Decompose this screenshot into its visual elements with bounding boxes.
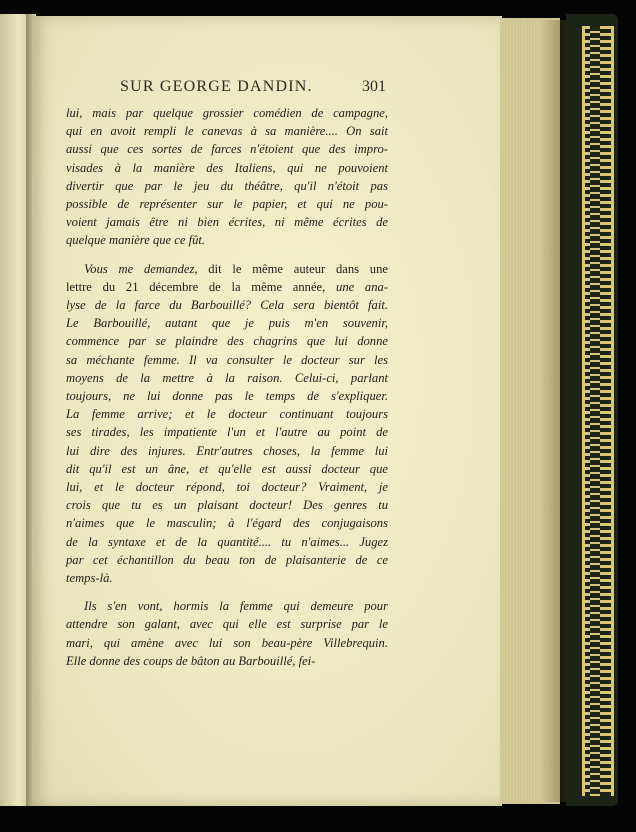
text-line: aussi que ces sortes de farces n'étoient que des impro-	[66, 142, 388, 157]
roman-run: lettre du 21 décembre de la même année,	[66, 279, 337, 294]
text-line: n'aimes que le masculin; à l'égard des conjugaisons	[66, 516, 388, 531]
text-line: dit qu'il est un âne, et qu'elle est aussi docteur que	[66, 461, 388, 476]
paragraph-gap	[66, 587, 388, 597]
text-line: divertir que par le jeu du théâtre, qu'il n'étoit pas	[66, 178, 388, 193]
paragraph-3	[66, 597, 388, 670]
text-line: mari, qui amène avec lui son beau-père Villebrequin.	[66, 635, 388, 650]
text-line	[66, 260, 388, 278]
text-line: Ils s'en vont, hormis la femme qui demeure pour	[84, 599, 388, 614]
text-line: lui, et le docteur répond, toi docteur? Vraiment, je	[66, 480, 388, 495]
text-line: qui en avoit rempli le canevas à sa manière.... On sait	[66, 124, 388, 139]
roman-run: , dit le même auteur dans une	[194, 261, 388, 276]
text-line: lui, mais par quelque grossier comédien de campagne,	[66, 106, 388, 120]
page-number: 301	[362, 78, 386, 95]
text-line: voient jamais être ni bien écrites, ni même écrites de	[66, 215, 388, 230]
page-body	[66, 104, 388, 670]
text-line: par cet échantillon du beau ton de plaisanterie de ce	[66, 552, 388, 567]
text-line	[66, 278, 388, 296]
text-line: attendre son galant, avec qui elle est surprise par le	[66, 617, 388, 632]
text-line: possible de représenter sur le papier, et qui ne pou-	[66, 197, 388, 212]
text-line: toujours, ne lui donne pas le temps de s'expliquer.	[66, 389, 388, 404]
text-line: de la syntaxe et de la quantité.... tu n'aimes... Jugez	[66, 534, 388, 549]
italic-run: Vous me demandez	[84, 261, 195, 276]
text-line: sa méchante femme. Il va consulter le docteur sur les	[66, 352, 388, 367]
text-line: visades à la manière des Italiens, qui ne pouvoient	[66, 160, 388, 175]
text-line: quelque manière que ce fût.	[66, 233, 206, 248]
text-line: ses tirades, les impatiente l'un et l'autre au point de	[66, 425, 388, 440]
greek-key-pattern	[590, 26, 600, 796]
text-line: Elle donne des coups de bâton au Barbouillé, fei-	[66, 653, 316, 668]
running-title: SUR GEORGE DANDIN.	[120, 78, 313, 95]
text-line: Le Barbouillé, autant que je puis m'en souvenir,	[66, 316, 388, 331]
text-line: lui dire des injures. Entr'autres choses, la femme lui	[66, 443, 388, 458]
text-line: La femme arrive; et le docteur continuant toujours	[66, 407, 388, 422]
text-line: moyens de la mettre à la raison. Celui-ci, parlant	[66, 370, 388, 385]
text-line: lyse de la farce du Barbouillé? Cela sera bientôt fait.	[66, 298, 388, 313]
paragraph-2	[66, 260, 388, 588]
italic-run: une ana-	[336, 279, 389, 294]
text-line: temps-là.	[66, 571, 113, 586]
paragraph-gap	[66, 250, 388, 260]
text-line: crois que tu es un plaisant docteur! Des genres tu	[66, 498, 388, 513]
text-line: commence par se plaindre des chagrins que lui donne	[66, 334, 388, 349]
paragraph-1	[66, 104, 388, 250]
